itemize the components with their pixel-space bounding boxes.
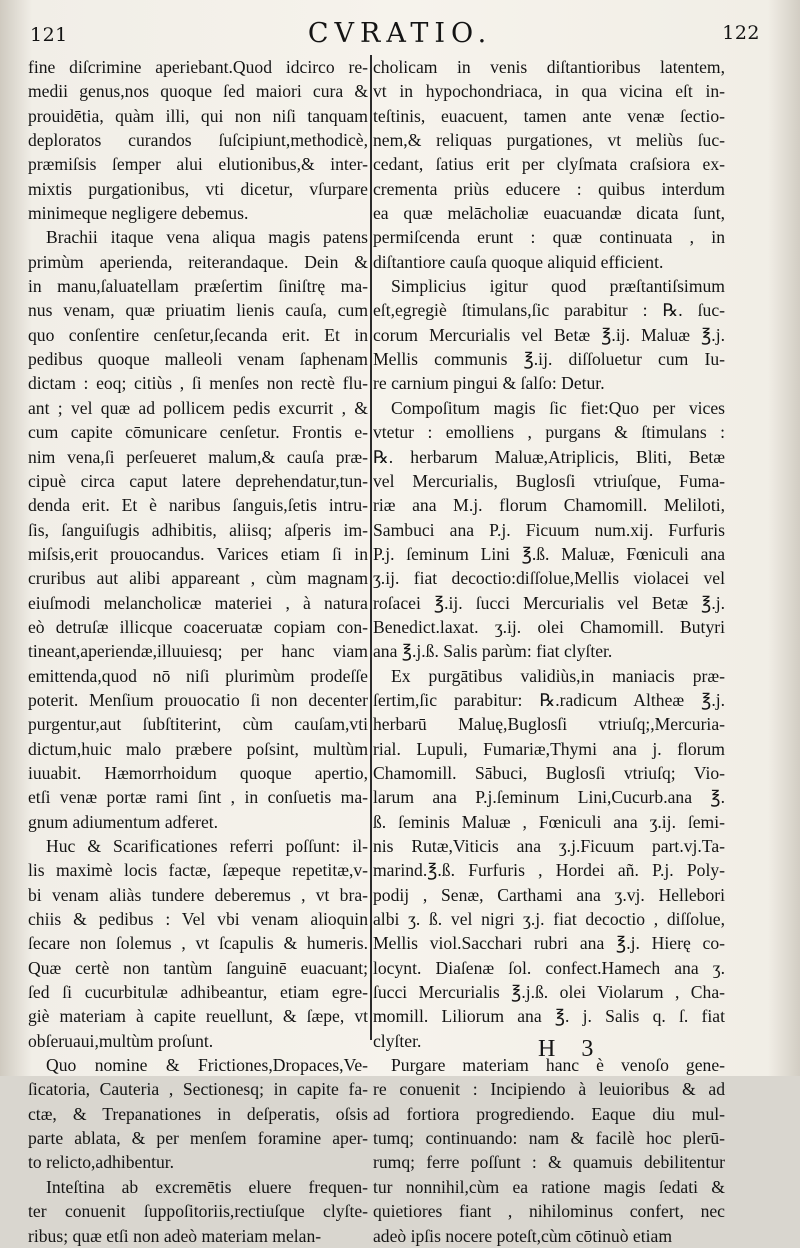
- text-line: rumq; ferre poſſunt : & quamuis debilitentur: [373, 1152, 725, 1173]
- page-header: [0, 14, 800, 48]
- text-line: ſertim,ſic parabitur: ℞.radicum Altheæ ℥.j.: [373, 689, 725, 710]
- text-line: ʒ.ij. fiat decoctio:diſſolue,Mellis violacei vel: [373, 568, 725, 589]
- text-line: chiis & pedibus : Vel vbi venam alioquin: [28, 909, 368, 930]
- text-line: larum ana P.j.ſeminum Lini,Cucurb.ana ℥.: [373, 787, 725, 808]
- text-line: Huc & Scarificationes referri poſſunt: il-: [46, 836, 368, 856]
- text-line: Quæ certè non tantùm ſanguinē euacuant;: [28, 957, 368, 978]
- text-line: dictum,huic malo præbere poſsint, multùm: [28, 738, 368, 759]
- text-line: ß. ſeminis Maluæ , Fœniculi ana ʒ.ij. ſemi-: [373, 811, 725, 832]
- text-line: nis Rutæ,Viticis ana ʒ.j.Ficuum part.vj.Ta-: [373, 836, 725, 856]
- paragraph: [28, 1175, 368, 1248]
- text-line: nem,& reliquas purgationes, vt meliùs ſuc-: [373, 130, 725, 151]
- text-line: Compoſitum magis ſic fiet:Quo per vices: [391, 397, 725, 418]
- text-line: Chamomill. Sābuci, Buglosſi vtriuſq; Vio-: [373, 762, 725, 783]
- text-line: riæ ana M.j. florum Chamomill. Meliloti,: [373, 495, 725, 516]
- text-line: albi ʒ. ß. vel nigri ʒ.j. fiat decoctio , diſſolue,: [373, 909, 725, 930]
- text-line: bi venam aliàs tundere deberemus , vt bra-: [28, 884, 368, 905]
- text-line: cedant, ſatius erit per clyſmata craſsiora ex-: [373, 154, 725, 175]
- text-line: marind.℥.ß. Furfuris , Hordei añ. P.j. Poly-: [373, 860, 725, 881]
- page-number-left: 121: [30, 24, 68, 46]
- text-line: prouidētia, quàm illi, qui non niſi tanquam: [28, 105, 368, 126]
- paragraph: [28, 834, 368, 1053]
- text-line: permiſcenda erunt : quæ continuata , in: [373, 227, 725, 248]
- text-line: poterit. Menſium prouocatio ſi non decenter: [28, 689, 368, 710]
- text-line: ribus; quæ etſi non adeò materiam melan-: [28, 1225, 322, 1246]
- text-line: to relicto,adhibentur.: [28, 1152, 175, 1173]
- text-line: quo conſentire cenſetur,ſecanda erit. Et in: [28, 324, 368, 345]
- text-line: roſacei ℥.ij. ſucci Mercurialis vel Betæ ℥.j.: [373, 592, 725, 613]
- text-line: eiuſmodi melancholicæ materiei , à natura: [28, 592, 368, 613]
- paragraph: [373, 664, 725, 1054]
- text-line: Purgare materiam hanc è venoſo gene-: [391, 1055, 725, 1076]
- running-head: CVRATIO.: [307, 18, 493, 49]
- text-line: tineant,aperiendæ,illuuiesq; per hanc viam: [28, 641, 368, 662]
- text-line: vtetur : emolliens , purgans & ſtimulans :: [373, 422, 725, 443]
- text-line: ctæ, & Trepanationes in deſperatis, oſsis: [28, 1103, 368, 1124]
- text-line: denda erit. Et è naribus ſanguis,ſetis intru-: [28, 495, 368, 516]
- text-line: P.j. ſeminum Lini ℥.ß. Maluæ, Fœniculi ana: [373, 543, 725, 564]
- paragraph: [373, 55, 725, 274]
- text-line: præmiſsis ſemper alui elutionibus,& inter-: [28, 154, 368, 175]
- text-line: emittenda,quod nō niſi plurimùm prodeſſe: [28, 665, 368, 686]
- text-line: mixtis purgationibus, vti dicetur, vſurpare: [28, 178, 368, 199]
- paragraph: [373, 396, 725, 664]
- text-line: nim vena,ſi perſeueret malum,& cauſa præ-: [28, 446, 368, 467]
- text-line: obſeruaui,multùm proſunt.: [28, 1030, 214, 1051]
- text-line: fine diſcrimine aperiebant.Quod idcirco re-: [28, 57, 368, 77]
- text-line: ſecare non ſolemus , vt ſcapulis & humeris.: [28, 933, 368, 954]
- text-line: lis maximè locis factæ, ſæpeque repetitæ,v-: [28, 860, 368, 881]
- text-line: ad fortiora progrediendo. Eaque diu mul-: [373, 1103, 725, 1124]
- text-line: Benedict.laxat. ʒ.ij. olei Chamomill. Butyri: [373, 616, 725, 637]
- text-line: clyſter.: [373, 1030, 422, 1051]
- text-line: purgentur,aut ſubſtiterint, cùm cauſam,vti: [28, 714, 368, 735]
- text-line: herbarū Maluę,Buglosſi vtriuſq;,Mercuria-: [373, 714, 725, 735]
- text-line: Simplicius igitur quod præſtantiſsimum: [391, 276, 725, 297]
- text-line: quietiores fiant , nihilominus confert, nec: [373, 1201, 725, 1222]
- text-line: eò detruſæ illicque coaceruatæ copiam con-: [28, 616, 368, 637]
- text-line: cholicam in venis diſtantioribus latentem,: [373, 57, 725, 77]
- signature-mark: H 3: [538, 1036, 604, 1062]
- text-line: deploratos curandos ſuſcipiunt,methodicè,: [28, 130, 368, 151]
- text-line: ſicatoria, Cauteria , Sectionesq; in capite fa-: [28, 1079, 368, 1100]
- text-line: ℞. herbarum Maluæ,Atriplicis, Bliti, Betæ: [373, 446, 725, 467]
- text-line: momill. Liliorum ana ℥. j. Salis q. ſ. fiat: [373, 1006, 725, 1027]
- text-line: nus venam, quæ priuatim lienis cauſa, cum: [28, 300, 368, 321]
- text-line: ant ; vel quæ ad pollicem pedis excurrit , &: [28, 397, 368, 418]
- text-line: tumq; continuando: nam & facilè hoc plerū-: [373, 1128, 725, 1149]
- text-line: diſtantiore cauſa quoque aliquid efficient.: [373, 251, 664, 272]
- paragraph: [28, 225, 368, 834]
- text-line: rial. Lupuli, Fumariæ,Thymi ana j. florum: [373, 738, 725, 759]
- text-line: teſtinis, euacuent, tamen ante venæ ſectio-: [373, 105, 725, 126]
- text-line: cruribus aut alibi appareant , cùm magnam: [28, 568, 368, 589]
- text-line: Mellis viol.Sacchari rubri ana ℥.j. Hierę co-: [373, 933, 725, 954]
- page-number-right: 122: [722, 22, 760, 44]
- text-line: etſi venæ portæ rami ſint , in conſuetis ma-: [28, 787, 368, 808]
- paragraph: [373, 1053, 725, 1248]
- text-line: adeò ipſis nocere poteſt,cùm cōtinuò etiam: [373, 1225, 672, 1246]
- text-line: ſed ſi cucurbitulæ adhibeantur, etiam egre-: [28, 982, 368, 1003]
- text-line: vt in hypochondriaca, in qua vicina eſt in-: [373, 81, 725, 102]
- text-line: locynt. Diaſenæ ſol. confect.Hamech ana ʒ.: [373, 957, 725, 978]
- text-line: crementa priùs educere : quibus interdum: [373, 178, 725, 199]
- paragraph: [373, 274, 725, 396]
- text-line: ſucci Mercurialis ℥.j.ß. olei Violarum , Cha-: [373, 982, 725, 1003]
- text-line: vel Mercurialis, Buglosſi vtriuſque, Fuma-: [373, 470, 725, 491]
- text-line: giè materiam à capite reuellunt, & ſæpe, vt: [28, 1006, 368, 1027]
- text-line: Sambuci ana P.j. Ficuum num.xij. Furfuris: [373, 519, 725, 540]
- text-line: iuuabit. Hæmorrhoidum quoque apertio,: [28, 762, 368, 783]
- column-divider: [370, 55, 372, 1040]
- text-line: Ex purgātibus validiùs,in maniacis præ-: [391, 665, 725, 686]
- text-line: ſis, ſanguiſugis adhibitis, aliisq; aſperis im-: [28, 519, 368, 540]
- text-line: Inteſtina ab excremētis eluere frequen-: [46, 1176, 368, 1197]
- text-line: pedibus quoque malleoli venam ſaphenam: [28, 349, 368, 370]
- text-line: eſt,egregiè ſtimulans,ſic parabitur : ℞. ſuc-: [373, 300, 725, 321]
- text-line: gnum adiumentum adferet.: [28, 811, 219, 832]
- text-line: tur nonnihil,cùm ea ratione magis ſedati &: [373, 1176, 725, 1197]
- text-line: primùm aperienda, reiterandaque. Dein &: [28, 251, 368, 272]
- text-line: miſsis,erit prouocandus. Varices etiam ſi in: [28, 543, 368, 564]
- paragraph: [28, 55, 368, 225]
- text-line: Brachii itaque vena aliqua magis patens: [46, 227, 368, 248]
- text-line: cipuè circa caput latere deprehendatur,tun-: [28, 470, 368, 491]
- text-line: corum Mercurialis vel Betæ ℥.ij. Maluæ ℥.j.: [373, 324, 725, 345]
- text-line: minimeque negligere debemus.: [28, 203, 249, 224]
- text-line: podij , Senæ, Carthami ana ʒ.vj. Hellebori: [373, 884, 725, 905]
- text-line: dictam : eoq; citiùs , ſi menſes non rectè flu-: [28, 373, 368, 394]
- text-line: ea quæ melācholiæ euacuandæ dicata ſunt,: [373, 203, 725, 224]
- text-line: re carnium pingui & ſalſo: Detur.: [373, 373, 605, 394]
- left-column: [28, 55, 368, 1248]
- text-line: Quo nomine & Frictiones,Dropaces,Ve-: [46, 1055, 368, 1076]
- text-line: parte ablata, & per menſem foramine aper-: [28, 1128, 368, 1149]
- text-line: ana ℥.j.ß. Salis parùm: fiat clyſter.: [373, 641, 613, 662]
- text-line: medii genus,nos quoque ſed maiori cura &: [28, 81, 368, 102]
- right-column: [373, 55, 725, 1248]
- text-line: ter conuenit ſuppoſitoriis,rectiuſque clyſte-: [28, 1201, 368, 1222]
- text-line: cum capite cōmunicare cenſetur. Frontis e-: [28, 422, 368, 443]
- text-line: re conuenit : Incipiendo à leuioribus & ad: [373, 1079, 725, 1100]
- paragraph: [28, 1053, 368, 1175]
- text-line: Mellis communis ℥.ij. diſſoluetur cum Iu-: [373, 349, 725, 370]
- text-line: in manu,ſaluatellam præſertim ſiniſtrę ma-: [28, 276, 368, 297]
